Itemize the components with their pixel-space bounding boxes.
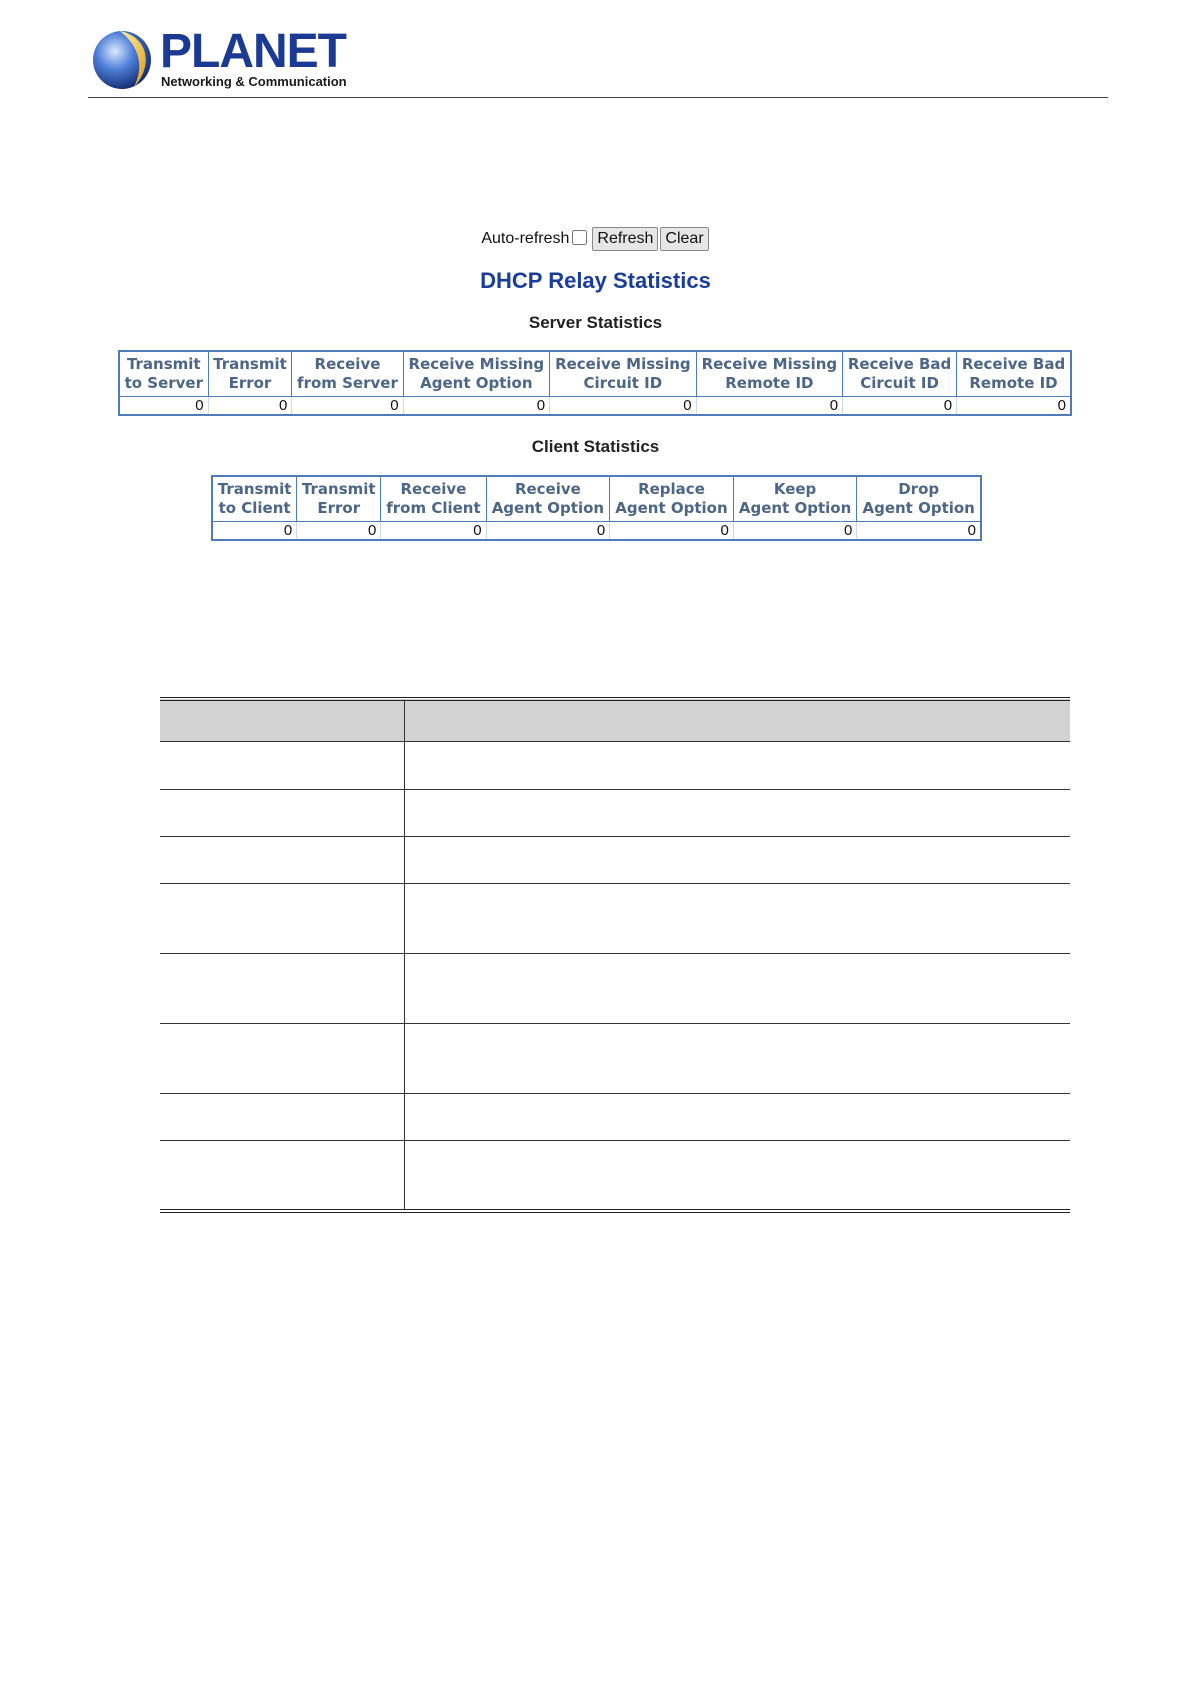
server-value-row: [119, 397, 1071, 416]
client-col-header-line: Transmit: [301, 480, 376, 498]
param-header-description: [405, 699, 1071, 742]
client-col-header-line: Agent Option: [491, 499, 605, 517]
server-col-header: [403, 351, 550, 397]
client-col-header-line: Error: [317, 499, 361, 517]
server-col-header-line: Transmit: [213, 355, 287, 373]
client-col-header: [381, 476, 486, 522]
table-row: [160, 954, 1070, 1024]
client-col-header: [610, 476, 734, 522]
client-statistics-title: Client Statistics: [531, 437, 660, 456]
auto-refresh-label: Auto-refresh: [481, 230, 570, 247]
brand-tagline: Networking & Communication: [161, 74, 347, 89]
server-col-header-line: from Server: [297, 374, 398, 392]
client-stat-value: 0: [857, 522, 981, 541]
client-col-header-line: Replace: [638, 480, 705, 498]
table-row: [160, 884, 1070, 954]
client-col-header: [733, 476, 857, 522]
server-stat-value: 0: [292, 397, 403, 416]
server-col-header: [119, 351, 208, 397]
server-col-header-line: Circuit ID: [860, 374, 939, 392]
server-statistics-table: [118, 350, 1072, 416]
server-col-header-line: Agent Option: [420, 374, 533, 392]
server-col-header-line: Receive Bad: [847, 355, 952, 373]
server-col-header: [292, 351, 403, 397]
table-row: [160, 1141, 1070, 1211]
server-stat-value: 0: [550, 397, 697, 416]
client-stat-value: 0: [212, 522, 297, 541]
server-col-header-line: Remote ID: [725, 374, 814, 392]
server-col-header: [696, 351, 843, 397]
table-row: [160, 1024, 1070, 1094]
client-col-header-line: Agent Option: [615, 499, 728, 517]
server-stat-value: 0: [119, 397, 208, 416]
clear-button[interactable]: Clear: [660, 227, 708, 251]
planet-globe-icon: [90, 27, 156, 91]
client-stat-value: 0: [486, 522, 610, 541]
client-col-header-line: Agent Option: [862, 499, 975, 517]
planet-logo: [90, 24, 350, 94]
server-col-header: [843, 351, 957, 397]
server-col-header: [550, 351, 697, 397]
client-col-header-line: Transmit: [217, 480, 292, 498]
client-col-header-line: to Client: [218, 499, 291, 517]
server-stat-value: 0: [843, 397, 957, 416]
client-col-header-line: Agent Option: [738, 499, 852, 517]
server-stat-value: 0: [696, 397, 843, 416]
server-statistics-title: Server Statistics: [528, 313, 663, 332]
server-col-header-line: Receive Missing: [701, 355, 838, 373]
header-divider: [88, 97, 1108, 98]
param-header-object: [160, 699, 405, 742]
server-col-header-line: Receive Missing: [408, 355, 545, 373]
client-col-header: [297, 476, 381, 522]
client-stat-value: 0: [381, 522, 486, 541]
client-statistics-table: [211, 475, 982, 541]
param-header-row: [160, 699, 1070, 742]
client-col-header-line: Keep: [773, 480, 817, 498]
client-stat-value: 0: [297, 522, 381, 541]
toolbar: [0, 227, 1191, 251]
auto-refresh-checkbox[interactable]: [572, 230, 587, 245]
client-header-row: [212, 476, 981, 522]
table-row: [160, 837, 1070, 884]
client-stat-value: 0: [733, 522, 857, 541]
server-col-header-line: Remote ID: [969, 374, 1058, 392]
brand-name: PLANET: [160, 25, 346, 78]
server-col-header: [208, 351, 292, 397]
table-row: [160, 790, 1070, 837]
parameter-description-table: [160, 697, 1070, 1213]
server-col-header: [957, 351, 1071, 397]
server-col-header-line: Receive: [314, 355, 381, 373]
client-col-header: [857, 476, 981, 522]
server-col-header-line: Receive Bad: [961, 355, 1066, 373]
client-col-header-line: Receive: [400, 480, 467, 498]
server-stat-value: 0: [208, 397, 292, 416]
client-col-header-line: Drop: [898, 480, 940, 498]
table-row: [160, 1094, 1070, 1141]
client-col-header-line: Receive: [514, 480, 581, 498]
refresh-button[interactable]: Refresh: [592, 227, 658, 251]
server-header-row: [119, 351, 1071, 397]
client-stat-value: 0: [610, 522, 734, 541]
page-title: DHCP Relay Statistics: [480, 268, 711, 293]
server-col-header-line: Error: [228, 374, 272, 392]
client-col-header: [212, 476, 297, 522]
client-col-header-line: from Client: [386, 499, 481, 517]
server-col-header-line: Circuit ID: [583, 374, 663, 392]
table-row: [160, 742, 1070, 790]
server-col-header-line: to Server: [124, 374, 203, 392]
server-col-header-line: Transmit: [126, 355, 201, 373]
server-col-header-line: Receive Missing: [555, 355, 691, 373]
server-stat-value: 0: [403, 397, 550, 416]
client-col-header: [486, 476, 610, 522]
client-value-row: [212, 522, 981, 541]
server-stat-value: 0: [957, 397, 1071, 416]
